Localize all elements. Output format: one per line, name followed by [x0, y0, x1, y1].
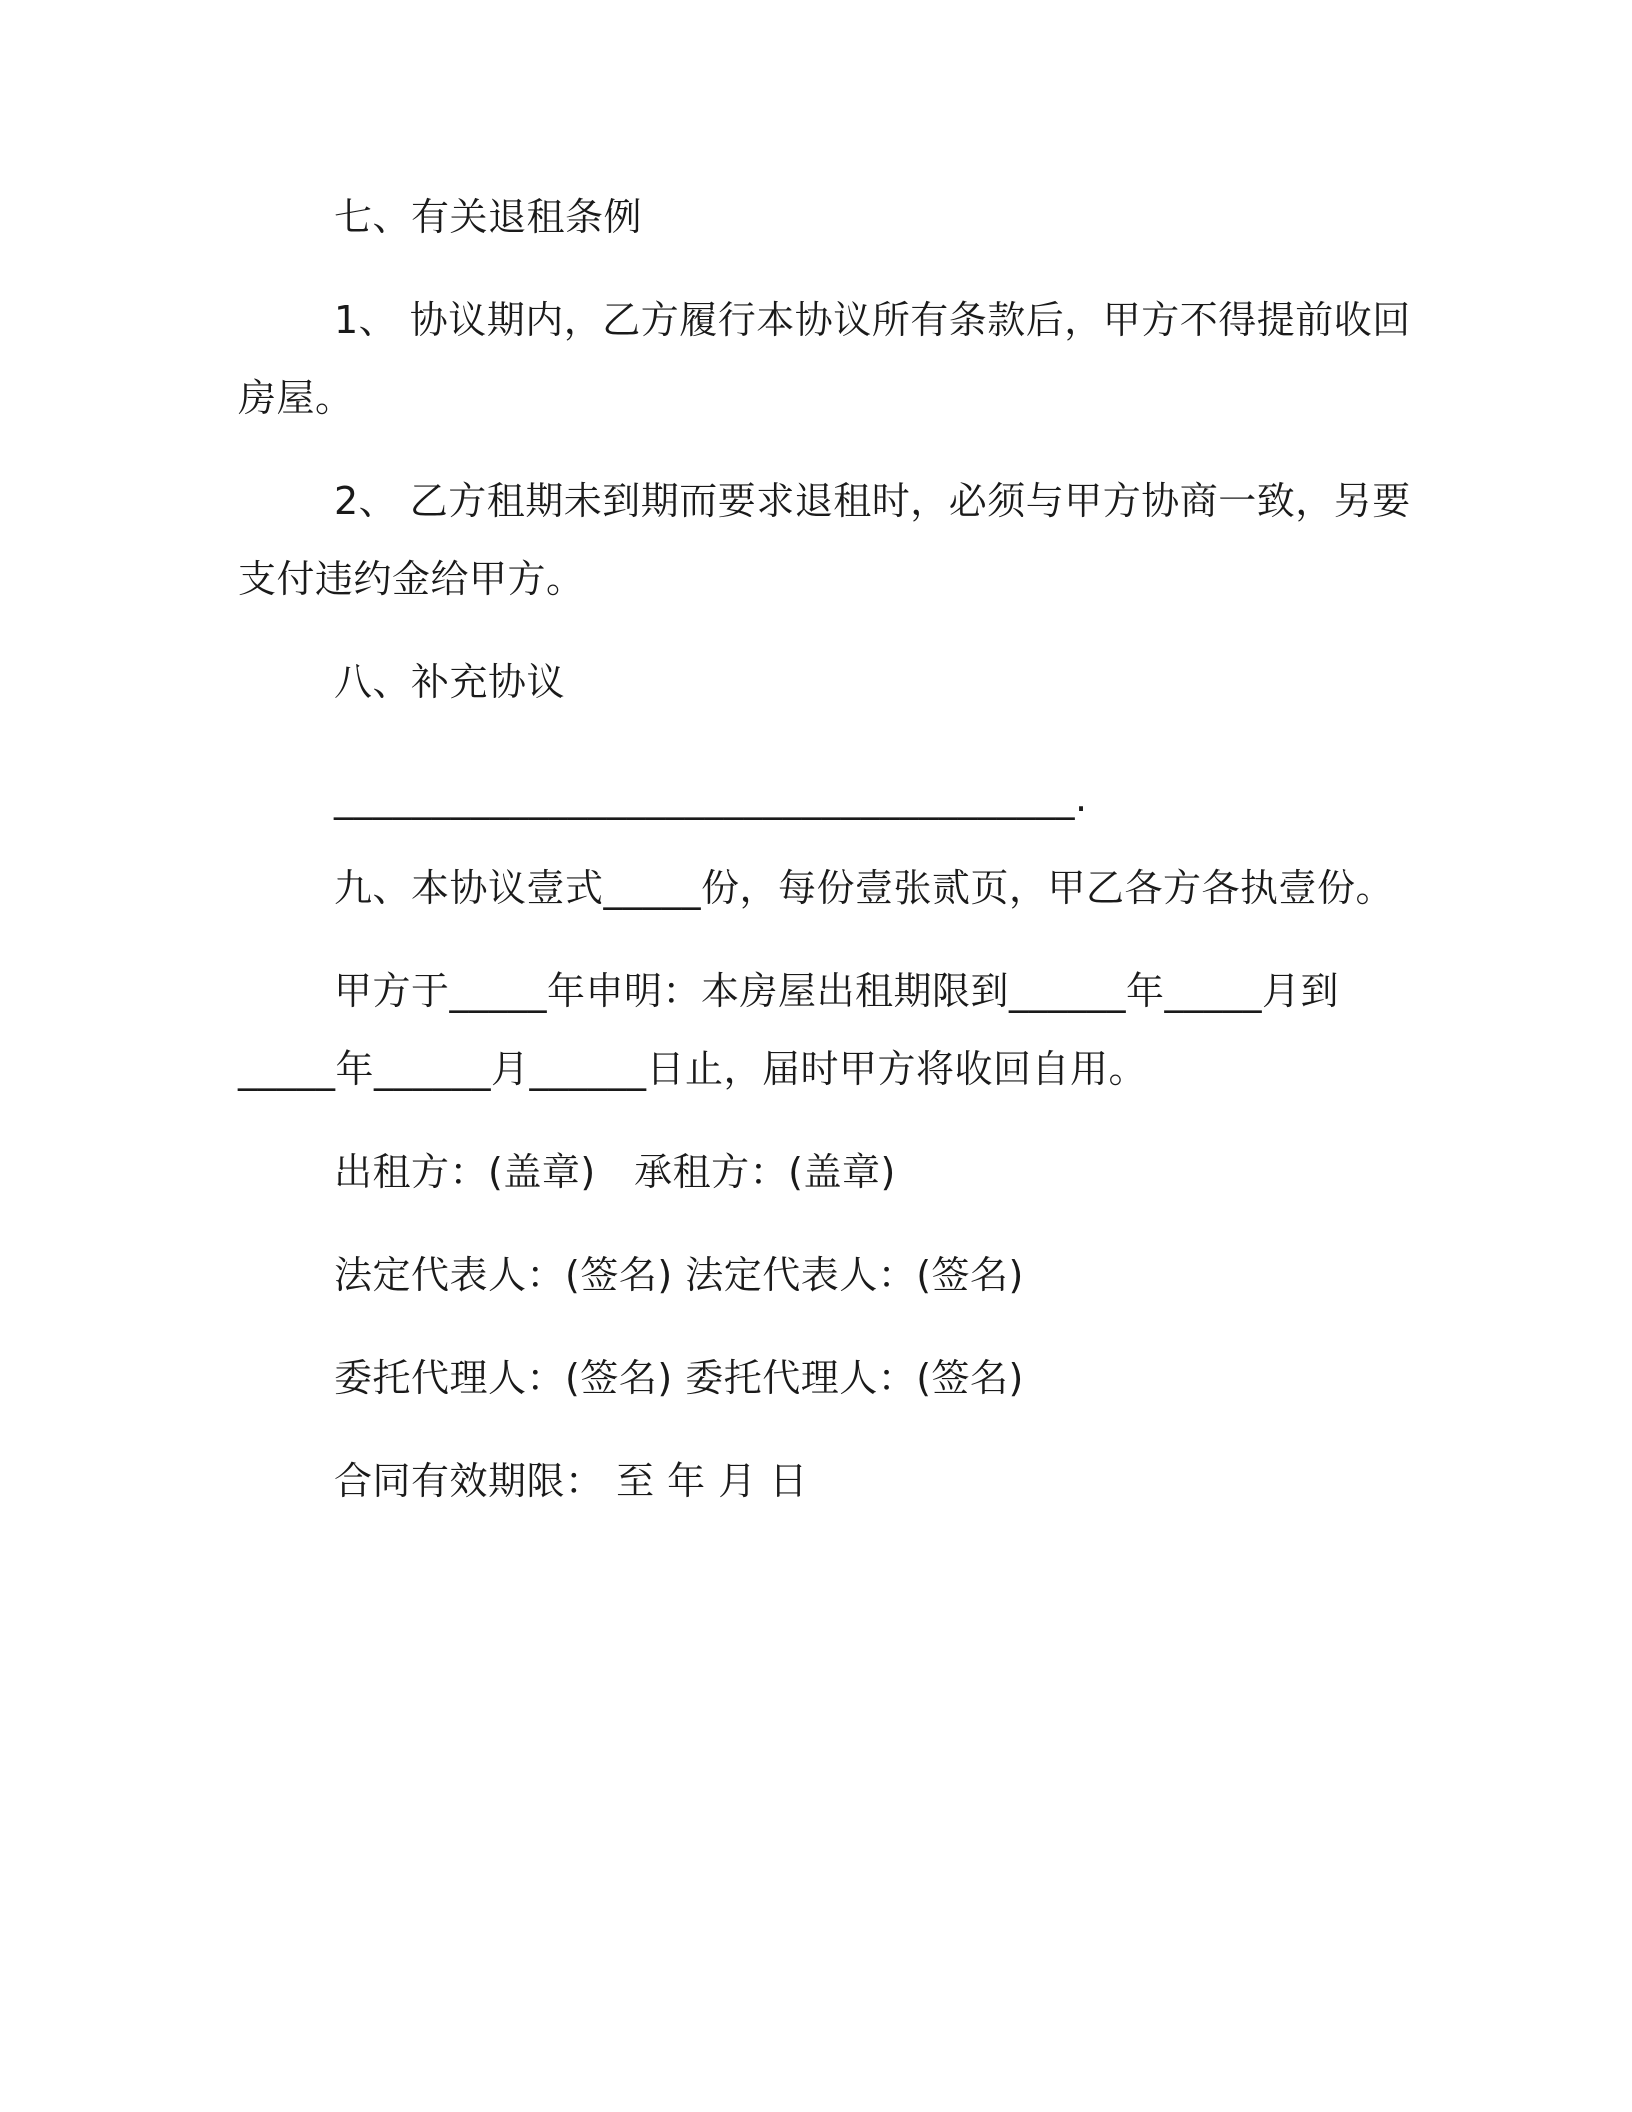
contract-validity-line: 合同有效期限： 至 年 月 日 — [334, 1459, 808, 1503]
section-9: 九、本协议壹式_____份，每份壹张贰页，甲乙各方各执壹份。 — [334, 866, 1395, 910]
legal-representatives-line: 法定代表人：(签名) 法定代表人：(签名) — [334, 1253, 1024, 1297]
clause-2-line-2: 支付违约金给甲方。 — [238, 557, 585, 601]
statement-line-1: 甲方于_____年申明：本房屋出租期限到______年_____月到 — [334, 969, 1340, 1013]
supplement-blank-line: ______________________________________. — [334, 776, 1088, 820]
lessor-lessee-seal-line: 出租方：(盖章) 承租方：(盖章) — [334, 1150, 896, 1194]
authorized-agents-line: 委托代理人：(签名) 委托代理人：(签名) — [334, 1356, 1024, 1400]
section-7-heading: 七、有关退租条例 — [334, 195, 643, 239]
clause-1-line-2: 房屋。 — [238, 376, 354, 420]
clause-1-line-1: 1、 协议期内，乙方履行本协议所有条款后，甲方不得提前收回 — [334, 298, 1411, 342]
statement-line-2: _____年______月______日止，届时甲方将收回自用。 — [238, 1047, 1148, 1091]
clause-2-line-1: 2、 乙方租期未到期而要求退租时，必须与甲方协商一致，另要 — [334, 479, 1411, 523]
section-8-heading: 八、补充协议 — [334, 660, 566, 704]
